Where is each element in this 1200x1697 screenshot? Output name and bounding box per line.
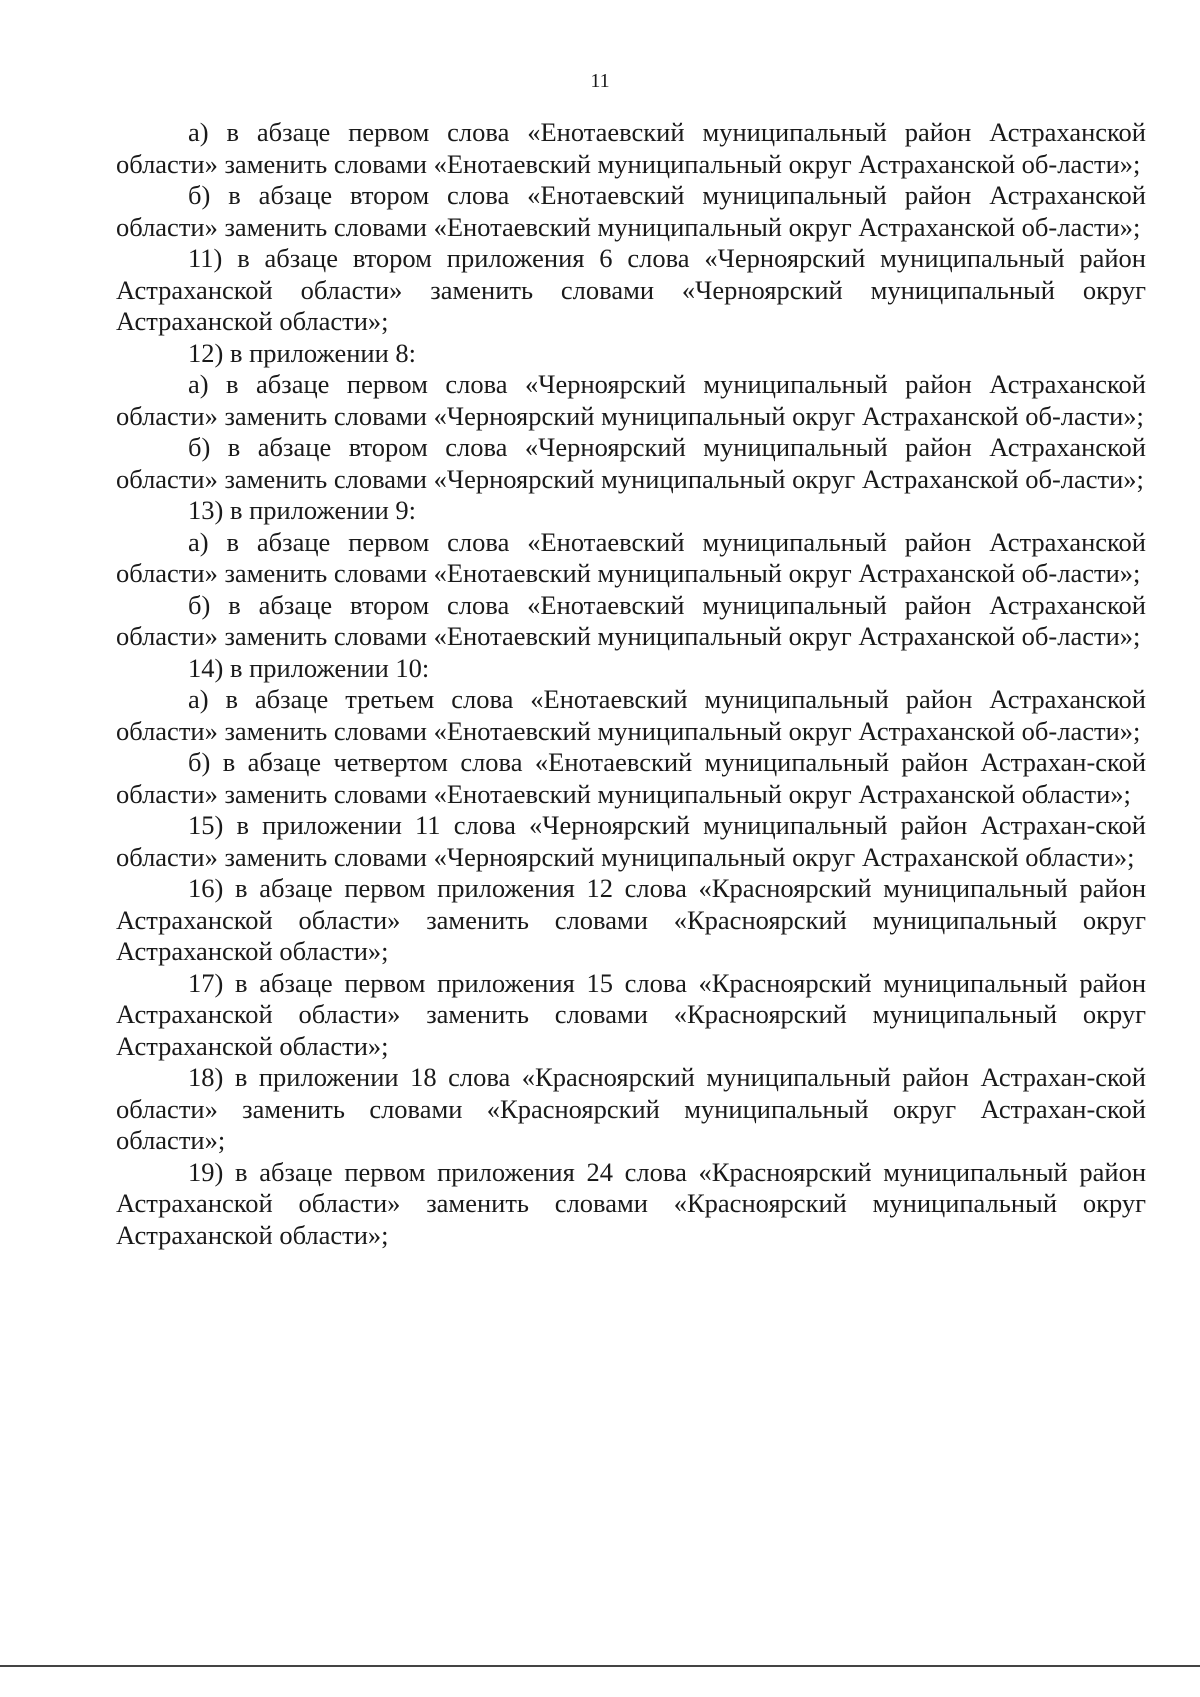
paragraph: 18) в приложении 18 слова «Красноярский муниципальный район Астрахан-ской области» заменить словами «Красноярский муниципальный округ Астрахан-ской области»; <box>116 1062 1146 1155</box>
paragraph: 15) в приложении 11 слова «Черноярский муниципальный район Астрахан-ской области» заменить словами «Черноярский муниципальный округ Астраханской области»; <box>116 810 1146 872</box>
paragraph: б) в абзаце втором слова «Енотаевский муниципальный район Астраханской области» заменить словами «Енотаевский муниципальный округ Астраханской об-ласти»; <box>116 589 1146 651</box>
paragraph: б) в абзаце четвертом слова «Енотаевский муниципальный район Астрахан-ской области» заменить словами «Енотаевский муниципальный округ Астраханской области»; <box>116 747 1146 809</box>
paragraph: 11) в абзаце втором приложения 6 слова «Черноярский муниципальный район Астраханской области» заменить словами «Черноярский муниципальный округ Астраханской области»; <box>116 243 1146 336</box>
page-number: 11 <box>590 70 610 92</box>
paragraph: а) в абзаце первом слова «Черноярский муниципальный район Астраханской области» заменить словами «Черноярский муниципальный округ Астраханской об-ласти»; <box>116 369 1146 431</box>
paragraph: 19) в абзаце первом приложения 24 слова «Красноярский муниципальный район Астраханской области» заменить словами «Красноярский муниципальный округ Астраханской области»; <box>116 1156 1146 1250</box>
paragraph: б) в абзаце втором слова «Черноярский муниципальный район Астраханской области» заменить словами «Черноярский муниципальный округ Астраханской об-ласти»; <box>116 432 1146 494</box>
paragraph: а) в абзаце первом слова «Енотаевский муниципальный район Астраханской области» заменить словами «Енотаевский муниципальный округ Астраханской об-ласти»; <box>116 526 1146 588</box>
paragraph: б) в абзаце втором слова «Енотаевский муниципальный район Астраханской области» заменить словами «Енотаевский муниципальный округ Астраханской об-ласти»; <box>116 180 1146 242</box>
paragraph: а) в абзаце третьем слова «Енотаевский муниципальный район Астраханской области» заменить словами «Енотаевский муниципальный округ Астраханской об-ласти»; <box>116 684 1146 746</box>
paragraph: 13) в приложении 9: <box>188 495 417 525</box>
paragraph: 17) в абзаце первом приложения 15 слова «Красноярский муниципальный район Астраханской области» заменить словами «Красноярский муниципальный округ Астраханской области»; <box>116 967 1146 1061</box>
paragraph: 16) в абзаце первом приложения 12 слова «Красноярский муниципальный район Астраханской области» заменить словами «Красноярский муниципальный округ Астраханской области»; <box>116 873 1146 966</box>
paragraph: 14) в приложении 10: <box>188 652 430 683</box>
bottom-rule <box>0 1665 1200 1667</box>
document-body <box>116 117 1146 1251</box>
paragraph: 12) в приложении 8: <box>188 337 417 368</box>
paragraph: а) в абзаце первом слова «Енотаевский муниципальный район Астраханской области» заменить словами «Енотаевский муниципальный округ Астраханской об-ласти»; <box>116 117 1146 179</box>
